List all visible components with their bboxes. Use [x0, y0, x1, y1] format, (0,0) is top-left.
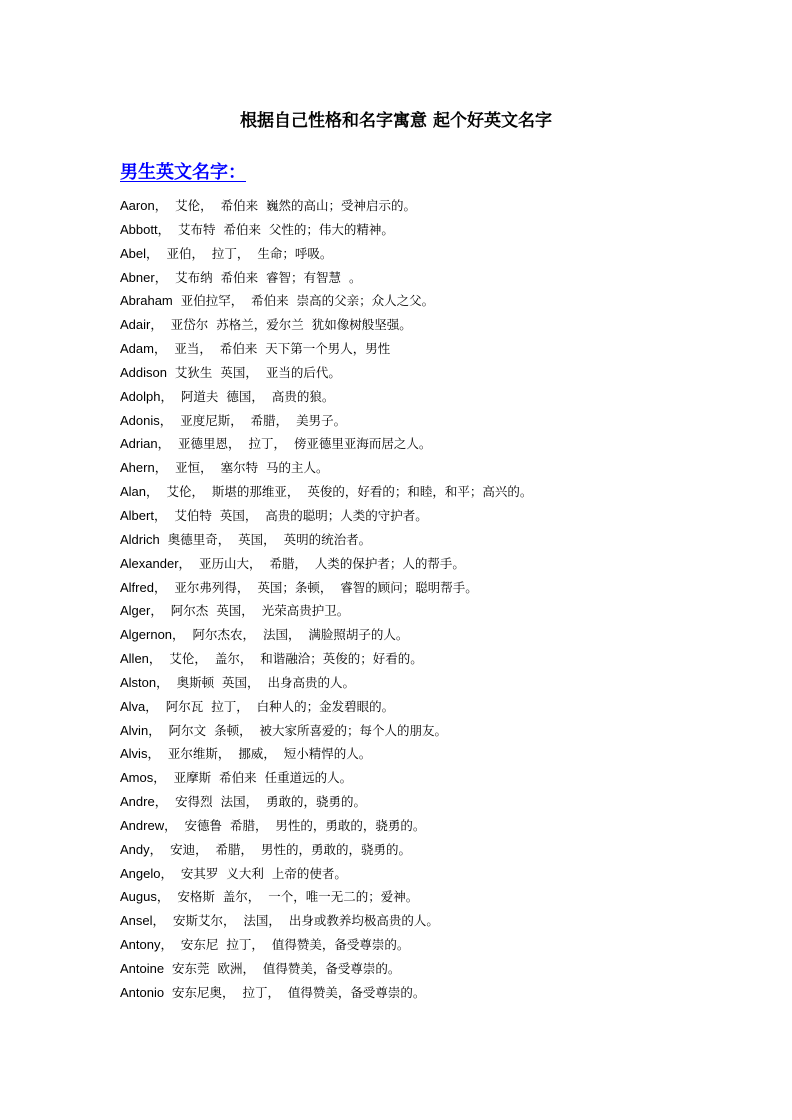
english-name: Amos: [120, 770, 154, 786]
list-item: [120, 456, 760, 480]
list-item: [120, 599, 760, 623]
name-description: ， 阿尔文 条顿， 被大家所喜爱的；每个人的朋友。: [148, 722, 448, 738]
list-item: [120, 361, 760, 385]
list-item: [120, 337, 760, 361]
name-description: ， 安迪， 希腊， 男性的，勇敢的，骁勇的。: [149, 841, 411, 857]
name-list: [120, 194, 760, 1005]
english-name: Alvin: [120, 722, 149, 738]
name-description: ， 亚摩斯 希伯来 任重道远的人。: [153, 770, 353, 786]
english-name: Abner: [120, 269, 155, 285]
list-item: [120, 480, 760, 504]
list-item: [120, 313, 760, 337]
list-item: [120, 242, 760, 266]
name-description: ， 安得烈 法国， 勇敢的，骁勇的。: [154, 794, 367, 810]
english-name: Allen: [120, 651, 149, 667]
name-description: ， 安格斯 盖尔， 一个，唯一无二的；爱神。: [156, 889, 419, 905]
english-name: Alexander: [120, 555, 179, 571]
list-item: [120, 623, 760, 647]
name-description: ， 艾伦， 盖尔， 和谐融洽；英俊的；好看的。: [148, 651, 423, 667]
english-name: Addison: [120, 364, 167, 380]
name-description: ， 阿尔杰 英国， 光荣高贵护卫。: [150, 603, 350, 619]
name-description: 安东莞 欧洲， 值得赞美，备受尊崇的。: [164, 961, 401, 976]
list-item: [120, 981, 760, 1005]
name-description: ， 亚尔维斯， 挪威， 短小精悍的人。: [147, 746, 372, 762]
list-item: [120, 885, 760, 909]
english-name: Andrew: [120, 817, 165, 833]
english-name: Alvis: [120, 746, 148, 762]
english-name: Adam: [120, 341, 154, 357]
name-description: 奥德里奇， 英国， 英明的统治者。: [159, 531, 372, 547]
list-item: [120, 814, 760, 838]
name-description: ， 安其罗 义大利 上帝的使者。: [160, 865, 347, 881]
list-item: [120, 671, 760, 695]
list-item: [120, 862, 760, 886]
list-item: [120, 289, 760, 313]
english-name: Aldrich: [120, 531, 160, 547]
name-description: ， 阿尔杰农， 法国， 满脸照胡子的人。: [172, 627, 409, 643]
english-name: Alfred: [120, 579, 154, 595]
english-name: Antoine: [120, 961, 165, 976]
name-description: ， 奥斯顿 英国， 出身高贵的人。: [156, 674, 355, 690]
name-description: 亚伯拉罕， 希伯来 崇高的父亲；众人之父。: [172, 293, 435, 309]
name-description: ， 亚历山大， 希腊， 人类的保护者；人的帮手。: [178, 555, 465, 571]
name-description: ， 亚尔弗列得， 英国；条顿， 睿智的顾问；聪明帮手。: [153, 579, 478, 595]
english-name: Antonio: [120, 984, 165, 1000]
english-name: Abraham: [120, 293, 173, 309]
name-description: ， 艾伦， 斯堪的那维亚， 英俊的，好看的；和睦，和平；高兴的。: [146, 484, 533, 500]
list-item: [120, 933, 760, 957]
list-item: [120, 528, 760, 552]
english-name: Abbott: [120, 221, 158, 237]
name-description: ， 亚当， 希伯来 天下第一个男人，男性: [153, 341, 391, 357]
name-description: ， 亚度尼斯， 希腊， 美男子。: [159, 412, 347, 428]
name-description: ， 安东尼 拉丁， 值得赞美，备受尊崇的。: [160, 937, 410, 953]
list-item: [120, 218, 760, 242]
name-description: 艾狄生 英国， 亚当的后代。: [166, 364, 341, 380]
list-item: [120, 742, 760, 766]
list-item: [120, 552, 760, 576]
english-name: Angelo: [120, 865, 161, 881]
english-name: Antony: [120, 937, 161, 953]
list-item: [120, 266, 760, 290]
section-heading: 男生英文名字：: [120, 162, 246, 183]
list-item: [120, 909, 760, 933]
list-item: [120, 385, 760, 409]
english-name: Albert: [120, 507, 154, 523]
name-description: ， 亚恒， 塞尔特 马的主人。: [154, 460, 329, 476]
english-name: Adolph: [120, 388, 161, 404]
english-name: Andre: [120, 794, 155, 810]
list-item: [120, 432, 760, 456]
list-item: [120, 719, 760, 743]
name-description: ， 艾伦， 希伯来 巍然的高山；受神启示的。: [154, 198, 417, 213]
document-title: 根据自己性格和名字寓意 起个好英文名字: [240, 111, 552, 131]
list-item: [120, 409, 760, 433]
list-item: [120, 576, 760, 600]
english-name: Ahern: [120, 460, 155, 476]
english-name: Ansel: [120, 913, 153, 929]
name-description: ， 亚德里恩， 拉丁， 傍亚德里亚海而居之人。: [157, 436, 432, 452]
name-description: ， 艾伯特 英国， 高贵的聪明；人类的守护者。: [153, 507, 428, 523]
english-name: Alston: [120, 674, 157, 690]
english-name: Algernon: [120, 627, 173, 643]
list-item: [120, 647, 760, 671]
list-item: [120, 695, 760, 719]
name-description: ， 艾布纳 希伯来 睿智；有智慧 。: [154, 269, 362, 285]
english-name: Adonis: [120, 412, 160, 428]
english-name: Adair: [120, 317, 151, 333]
list-item: [120, 790, 760, 814]
english-name: Aaron: [120, 198, 155, 213]
name-description: ， 亚岱尔 苏格兰，爱尔兰 犹如像树般坚强。: [150, 317, 412, 333]
english-name: Adrian: [120, 436, 158, 452]
name-description: 安东尼奥， 拉丁， 值得赞美，备受尊崇的。: [164, 984, 426, 1000]
name-description: ， 安斯艾尔， 法国， 出身或教养均极高贵的人。: [152, 913, 439, 929]
english-name: Alan: [120, 484, 147, 500]
english-name: Augus: [120, 889, 157, 905]
list-item: [120, 504, 760, 528]
name-description: ， 阿尔瓦 拉丁， 白种人的；金发碧眼的。: [145, 698, 395, 714]
english-name: Alger: [120, 603, 151, 619]
list-item: [120, 957, 760, 981]
list-item: [120, 766, 760, 790]
english-name: Alva: [120, 698, 146, 714]
list-item: [120, 838, 760, 862]
name-description: ， 安德鲁 希腊， 男性的，勇敢的，骁勇的。: [164, 817, 426, 833]
name-description: ， 亚伯， 拉丁， 生命；呼吸。: [146, 245, 333, 261]
name-description: ， 阿道夫 德国， 高贵的狼。: [160, 388, 335, 404]
name-description: ， 艾布特 希伯来 父性的；伟大的精神。: [157, 221, 394, 237]
english-name: Abel: [120, 245, 147, 261]
english-name: Andy: [120, 841, 150, 857]
list-item: [120, 194, 760, 218]
